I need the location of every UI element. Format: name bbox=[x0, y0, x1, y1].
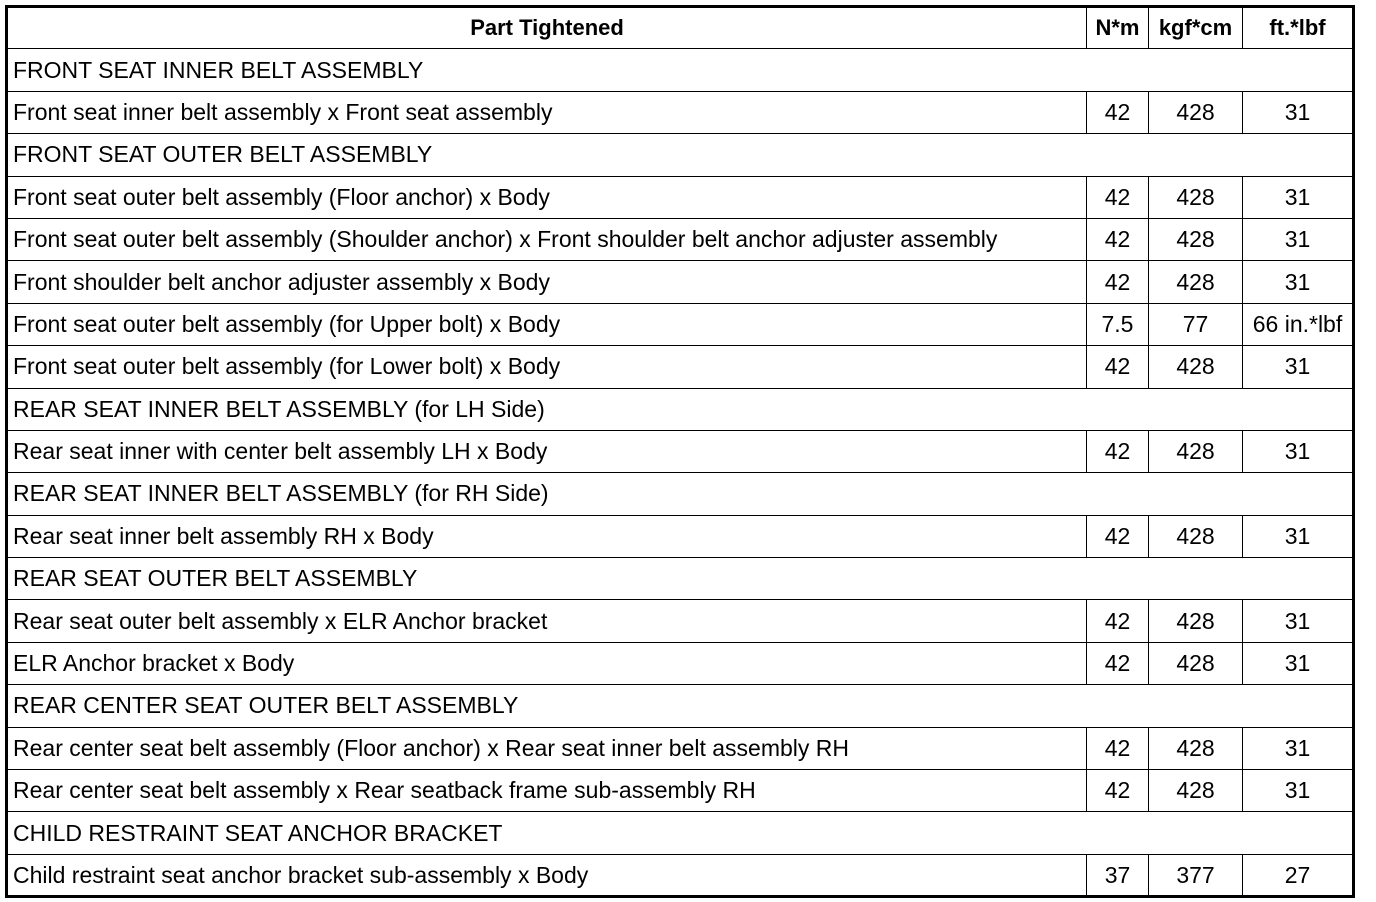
part-cell: Front seat inner belt assembly x Front seat assembly bbox=[7, 91, 1087, 133]
kgf-cm-cell: 428 bbox=[1149, 261, 1243, 303]
table-row bbox=[7, 515, 1354, 557]
part-cell: Front seat outer belt assembly (Shoulder anchor) x Front shoulder belt anchor adjuster assembly bbox=[7, 218, 1087, 260]
header-kgf-cm: kgf*cm bbox=[1149, 7, 1243, 49]
ft-lbf-cell: 31 bbox=[1243, 600, 1354, 642]
section-row bbox=[7, 558, 1354, 600]
table-row bbox=[7, 176, 1354, 218]
ft-lbf-cell: 31 bbox=[1243, 218, 1354, 260]
part-cell: Front shoulder belt anchor adjuster assembly x Body bbox=[7, 261, 1087, 303]
ft-lbf-cell: 31 bbox=[1243, 346, 1354, 388]
part-cell: Front seat outer belt assembly (for Upper bolt) x Body bbox=[7, 303, 1087, 345]
nm-cell: 42 bbox=[1087, 430, 1149, 472]
nm-cell: 42 bbox=[1087, 515, 1149, 557]
part-cell: Front seat outer belt assembly (Floor anchor) x Body bbox=[7, 176, 1087, 218]
table-row bbox=[7, 91, 1354, 133]
part-cell: ELR Anchor bracket x Body bbox=[7, 642, 1087, 684]
nm-cell: 42 bbox=[1087, 727, 1149, 769]
nm-cell: 42 bbox=[1087, 176, 1149, 218]
kgf-cm-cell: 428 bbox=[1149, 727, 1243, 769]
table-body bbox=[7, 49, 1354, 897]
section-row bbox=[7, 49, 1354, 91]
table-row bbox=[7, 261, 1354, 303]
part-cell: Rear seat outer belt assembly x ELR Anchor bracket bbox=[7, 600, 1087, 642]
nm-cell: 42 bbox=[1087, 261, 1149, 303]
nm-cell: 42 bbox=[1087, 770, 1149, 812]
nm-cell: 42 bbox=[1087, 218, 1149, 260]
nm-cell: 42 bbox=[1087, 600, 1149, 642]
table-row bbox=[7, 430, 1354, 472]
ft-lbf-cell: 31 bbox=[1243, 176, 1354, 218]
table-row bbox=[7, 727, 1354, 769]
part-cell: Rear seat inner with center belt assembly LH x Body bbox=[7, 430, 1087, 472]
header-row bbox=[7, 7, 1354, 49]
kgf-cm-cell: 428 bbox=[1149, 176, 1243, 218]
table-row bbox=[7, 218, 1354, 260]
part-cell: Rear center seat belt assembly x Rear seatback frame sub-assembly RH bbox=[7, 770, 1087, 812]
section-heading: REAR SEAT INNER BELT ASSEMBLY (for RH Side) bbox=[7, 473, 1354, 515]
kgf-cm-cell: 428 bbox=[1149, 770, 1243, 812]
nm-cell: 42 bbox=[1087, 346, 1149, 388]
ft-lbf-cell: 31 bbox=[1243, 515, 1354, 557]
kgf-cm-cell: 77 bbox=[1149, 303, 1243, 345]
header-ft-lbf: ft.*lbf bbox=[1243, 7, 1354, 49]
kgf-cm-cell: 428 bbox=[1149, 430, 1243, 472]
section-row bbox=[7, 473, 1354, 515]
ft-lbf-cell: 31 bbox=[1243, 430, 1354, 472]
section-row bbox=[7, 388, 1354, 430]
header-part-tightened: Part Tightened bbox=[7, 7, 1087, 49]
section-heading: REAR CENTER SEAT OUTER BELT ASSEMBLY bbox=[7, 685, 1354, 727]
section-heading: REAR SEAT OUTER BELT ASSEMBLY bbox=[7, 558, 1354, 600]
table-row bbox=[7, 770, 1354, 812]
part-cell: Child restraint seat anchor bracket sub-assembly x Body bbox=[7, 854, 1087, 896]
section-row bbox=[7, 812, 1354, 854]
ft-lbf-cell: 31 bbox=[1243, 642, 1354, 684]
section-heading: FRONT SEAT OUTER BELT ASSEMBLY bbox=[7, 134, 1354, 176]
kgf-cm-cell: 428 bbox=[1149, 515, 1243, 557]
header-nm: N*m bbox=[1087, 7, 1149, 49]
kgf-cm-cell: 428 bbox=[1149, 600, 1243, 642]
section-row bbox=[7, 134, 1354, 176]
ft-lbf-cell: 31 bbox=[1243, 91, 1354, 133]
kgf-cm-cell: 428 bbox=[1149, 218, 1243, 260]
kgf-cm-cell: 377 bbox=[1149, 854, 1243, 896]
kgf-cm-cell: 428 bbox=[1149, 346, 1243, 388]
section-heading: REAR SEAT INNER BELT ASSEMBLY (for LH Side) bbox=[7, 388, 1354, 430]
section-heading: CHILD RESTRAINT SEAT ANCHOR BRACKET bbox=[7, 812, 1354, 854]
nm-cell: 37 bbox=[1087, 854, 1149, 896]
ft-lbf-cell: 66 in.*lbf bbox=[1243, 303, 1354, 345]
nm-cell: 7.5 bbox=[1087, 303, 1149, 345]
table-row bbox=[7, 600, 1354, 642]
nm-cell: 42 bbox=[1087, 91, 1149, 133]
kgf-cm-cell: 428 bbox=[1149, 91, 1243, 133]
nm-cell: 42 bbox=[1087, 642, 1149, 684]
ft-lbf-cell: 31 bbox=[1243, 770, 1354, 812]
table-row bbox=[7, 642, 1354, 684]
ft-lbf-cell: 31 bbox=[1243, 261, 1354, 303]
ft-lbf-cell: 31 bbox=[1243, 727, 1354, 769]
section-row bbox=[7, 685, 1354, 727]
ft-lbf-cell: 27 bbox=[1243, 854, 1354, 896]
table-row bbox=[7, 854, 1354, 896]
kgf-cm-cell: 428 bbox=[1149, 642, 1243, 684]
table-row bbox=[7, 303, 1354, 345]
part-cell: Rear seat inner belt assembly RH x Body bbox=[7, 515, 1087, 557]
table-row bbox=[7, 346, 1354, 388]
part-cell: Rear center seat belt assembly (Floor anchor) x Rear seat inner belt assembly RH bbox=[7, 727, 1087, 769]
section-heading: FRONT SEAT INNER BELT ASSEMBLY bbox=[7, 49, 1354, 91]
part-cell: Front seat outer belt assembly (for Lower bolt) x Body bbox=[7, 346, 1087, 388]
torque-spec-table bbox=[5, 5, 1355, 898]
